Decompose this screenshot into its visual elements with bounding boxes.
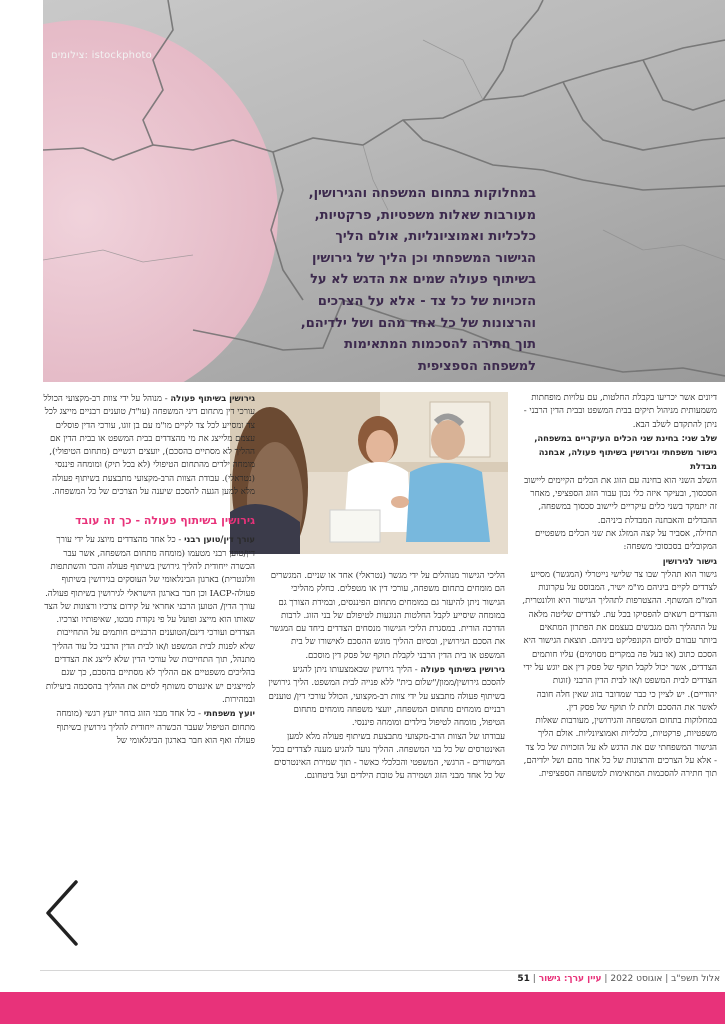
couple-consultation-illustration	[230, 392, 508, 554]
paragraph	[43, 392, 255, 499]
paragraph-heading: עורך דין/טוען רבני	[184, 534, 255, 545]
pull-quote-line: למשפחה הספציפית	[418, 358, 536, 374]
paragraph	[43, 533, 255, 627]
paragraph	[43, 707, 255, 748]
paragraph-text: - כל אחד מבני הזוג בוחר יועץ רגשי (מומחה מתחום הטיפול שעבר הכשרה ייחודית להליך גירושין בשיתוף פעולה ואף הוא חבר בארגון הבינלאומי של	[56, 709, 255, 746]
footer-date: אלול תשפ"ב | אוגוסט 2022	[610, 974, 720, 984]
couple-photo	[230, 392, 508, 554]
footer-magazine: עיין ערך: גישור	[538, 974, 602, 984]
paragraph-heading: שלב שני: בחינת שני הכלים העיקריים במשפחה, גישור משפחתי וגירושין בשיתוף פעולה, אבחנה מבדלת	[534, 432, 717, 472]
paragraph-heading: יועץ משפחתי	[203, 708, 255, 719]
pull-quote-line: במחלוקות בתחום המשפחה והגירושין,	[308, 186, 536, 201]
page-number: 51	[517, 974, 530, 984]
pull-quote-line: בשיתוף פעולה שמים את הדגש לא על	[310, 272, 536, 288]
article-column-right	[522, 392, 717, 952]
paragraph-text: - כל אחד מהצדדים מיוצג על ידי עורך דין/טוען רבני מטעמו (מומחה מתחום המשפחה, אשר עבר הכשרה ייחודית להליך גירושין בשיתוף פעולה והכר והשתתפות וולונטרית) בארגון הבינלאומי של העוסקים בגירושין בשיתוף פעולה-IACP וכן חבר בארגון הישראלי לגירושין בשיתוף פעולה. עורך הדין/ הטוען הרבני אחראי על קידום צרכיו ורצונות של הצד שאותו הוא מייצג ופועל על פי נקודת מבטו, שאיפותיו וצרכיו.	[44, 535, 255, 626]
paragraph-heading: גירושין בשיתוף פעולה	[170, 393, 255, 403]
page-footer: אלול תשפ"ב | אוגוסט 2022 | עיין ערך: גישור | 51	[40, 970, 720, 990]
section-title: גירושין בשיתוף פעולה - כך זה עובד	[75, 514, 255, 528]
pull-quote-line: כלכליות ואמוציונליות, אולם הליך	[335, 229, 536, 245]
pull-quote-line: הזכויות של כל צד - אלא על הצרכים	[317, 293, 536, 309]
pull-quote	[196, 183, 536, 377]
paragraph: תחילה, אסביר על קצה המזלג את שני הכלים משפטיים המקובלים בסכסוכי משפחה:	[534, 528, 717, 553]
paragraph: הליכי הגישור מנוהלים על ידי מגשר (נטראלי) אחד או שניים. המגשרים הם מומחים בתחום משפחה, עורכי דין או מטפלים. כחלק מהליכי הגישור ניתן להיעזר גם במומחים מתחום הפיננסים, ובמידת הצורך גם במומחה שיסייע לקבל החלטות הנוגעות לטיפולם של בני הזוג. לרבות הדרכה הורית. במסגרת הליכי הגישור מנסחים הצדדים ביחד עם המגשר את הסכם הגירושין, ובסיום ההליך מוגש ההסכם לאישורו של בית המשפט או בית הדין הרבני לקבלת תוקף של פסק דין מוסכם.	[269, 571, 505, 661]
article-column-left	[43, 392, 255, 950]
photo-credit: צילומים: istockphoto	[51, 50, 152, 61]
paragraph: עבודתו של הצוות הרב-מקצועי מתבצעת בשיתוף פעולה מלא למען האינטרסים של כל בני המשפחה. ההליך נועד להגיע מענה לצדדים בכל המישורים - הרגשי, המשפטי והכלכלי כאשר - תוך שמירת האינטרסים של כל אחד מבני הזוג ושמירה על טובת הילדים ועל ביטחונם.	[271, 731, 505, 782]
pull-quote-line: והרצונות של כל אחד מהם ושל ילדיהם,	[300, 315, 536, 331]
pull-quote-line: מעורבות שאלות משפטיות, פרקטיות,	[314, 207, 536, 223]
paragraph: דיונים אשר יכריעו בקבלת החלטות, עם עלויות מופחתות משמעותית מניהול תיקים בבית המשפט ובבית הדין הרבני - ניתן להתקדם לשלב הבא.	[523, 393, 717, 430]
footer-bar	[0, 992, 725, 1024]
article-column-middle	[268, 570, 505, 950]
chevron-left-icon	[44, 878, 80, 948]
paragraph: השלב השני הוא בחינה עם הזוג את הכלים הקיימים ליישוב הסכסוך, ובעיקר איזה כלי נכון עבור הזוג הספציפי, מאחר זה יתמקד בשני כלים עיקריים ליישוב סכסוך במשפחה, ההבדלים והאבחנה המבדלת ביניהם.	[524, 475, 717, 526]
pull-quote-line: תוך חתירה להסכמות המתאימות	[344, 337, 536, 353]
paragraph	[268, 663, 505, 730]
paragraph: הצדדים ועורכי דינם/הטוענים הרבניים חותמים על התחייבות שלא לפנות לבית המשפט ו/או לבית הדין הרבני כל עוד ההליך מתנהל, תוך התחייבות של עורכי הדין שלא לייצג את הצדדים בהליכים משפטיים אם ההליך לא מסתיים בהסכם, כך שגם למייצגים יש אינטרס משותף לסיים את ההליך בהסכמה ביעילות ובמהירות.	[45, 628, 255, 705]
left-column-text	[43, 392, 255, 499]
paragraph	[522, 555, 717, 569]
left-column-text-2	[43, 533, 255, 748]
paragraph: גישור הוא תהליך שבו צד שלישי נייטרלי (המגשר) מסייע לצדדים לקיים ביניהם מו"מ ישיר, המבוסס על עקרונות המו"מ המשתף. ההצטרפות לתהליך הגישור היא וולונטרית, והצדדים רשאים להפסיקו בכל עת. לצדדים שליטה מלאה על התהליך והם מגבשים בעצמם את הפתרון המתאים ביותר עבורם לסיום הקונפליקט ביניהם. תוצאת הגישור היא הסכם כתוב (או בעל פה במקרים מסוימים) עליו חותמים הצדדים, אשר יכול לקבל תוקף של פסק דין אם יוגש על ידי הצדדים לבית המשפט ו/או לבית הדין הרבני (זוגות יהודיים). יש לציין כי כבר שמדובר בזוג שאין חלה חובה לאשר את ההסכם ולתת לו תוקף של פסק דין.	[522, 569, 717, 713]
paragraph-heading: גירושין בשיתוף פעולה	[420, 664, 505, 675]
paragraph-heading: גישור לגירושין	[662, 555, 717, 566]
paragraph-text: - הליך גירושין שבאמצעותו ניתן להגיע להסכם גירושין/ממון/"שלום בית" ללא פנייה לבית המשפט. הליך גירושין בשיתוף פעולה מתבצע על ידי צוות רב-מקצועי, הכולל עורכי דין/ טוענים רבניים מומחים מתחום המשפחה, יועצי משפחה מומחים מתחום הטיפול, מומחה לטיפול בילדים ומומחה פיננסי.	[268, 665, 505, 729]
paragraph: במחלוקות בתחום המשפחה והגירושין, מעורבות שאלות משפטיות, פרקטיות, כלכליות ואמוציונליות. אולם הליך הגישור המשפחתי שם את הדגש לא על הזכויות של כל צד - אלא על הצרכים והרצונות של כל אחד מהם ושל ילדיהם, תוך חתירה להסכמות המתאימות למשפחה הספציפית.	[523, 716, 717, 780]
pull-quote-line: הגישור המשפחתי וכן הליך של גירושין	[312, 250, 536, 266]
paragraph	[522, 432, 717, 475]
paragraph-text: - מנוהל על ידי צוות רב-מקצועי הכולל עורכי דין מתחום דיני המשפחה (עו"ד/ טוענים רבניים מייצג לכל צד ומסייע לכל צד לקיים מו"מ עם בן זוגו, עורכי הדין פוסלים עצמם מלייצג את מי מהצדדים בבית המשפט או בבית הדין אם ההליך לא מסתיים בהסכם), יועצים רגשיים (מתחום הטיפולי), מומחה ילדים מהתחום הטיפולי (לא בכל תיק) ומומחה פיננסי (נטראלי). עבודת הצוות הרב-מקצועי מתבצעת בשיתוף פעולה מלא למען הגעה להסכם שיענה על הצרכים של כל המשפחה.	[43, 394, 255, 498]
